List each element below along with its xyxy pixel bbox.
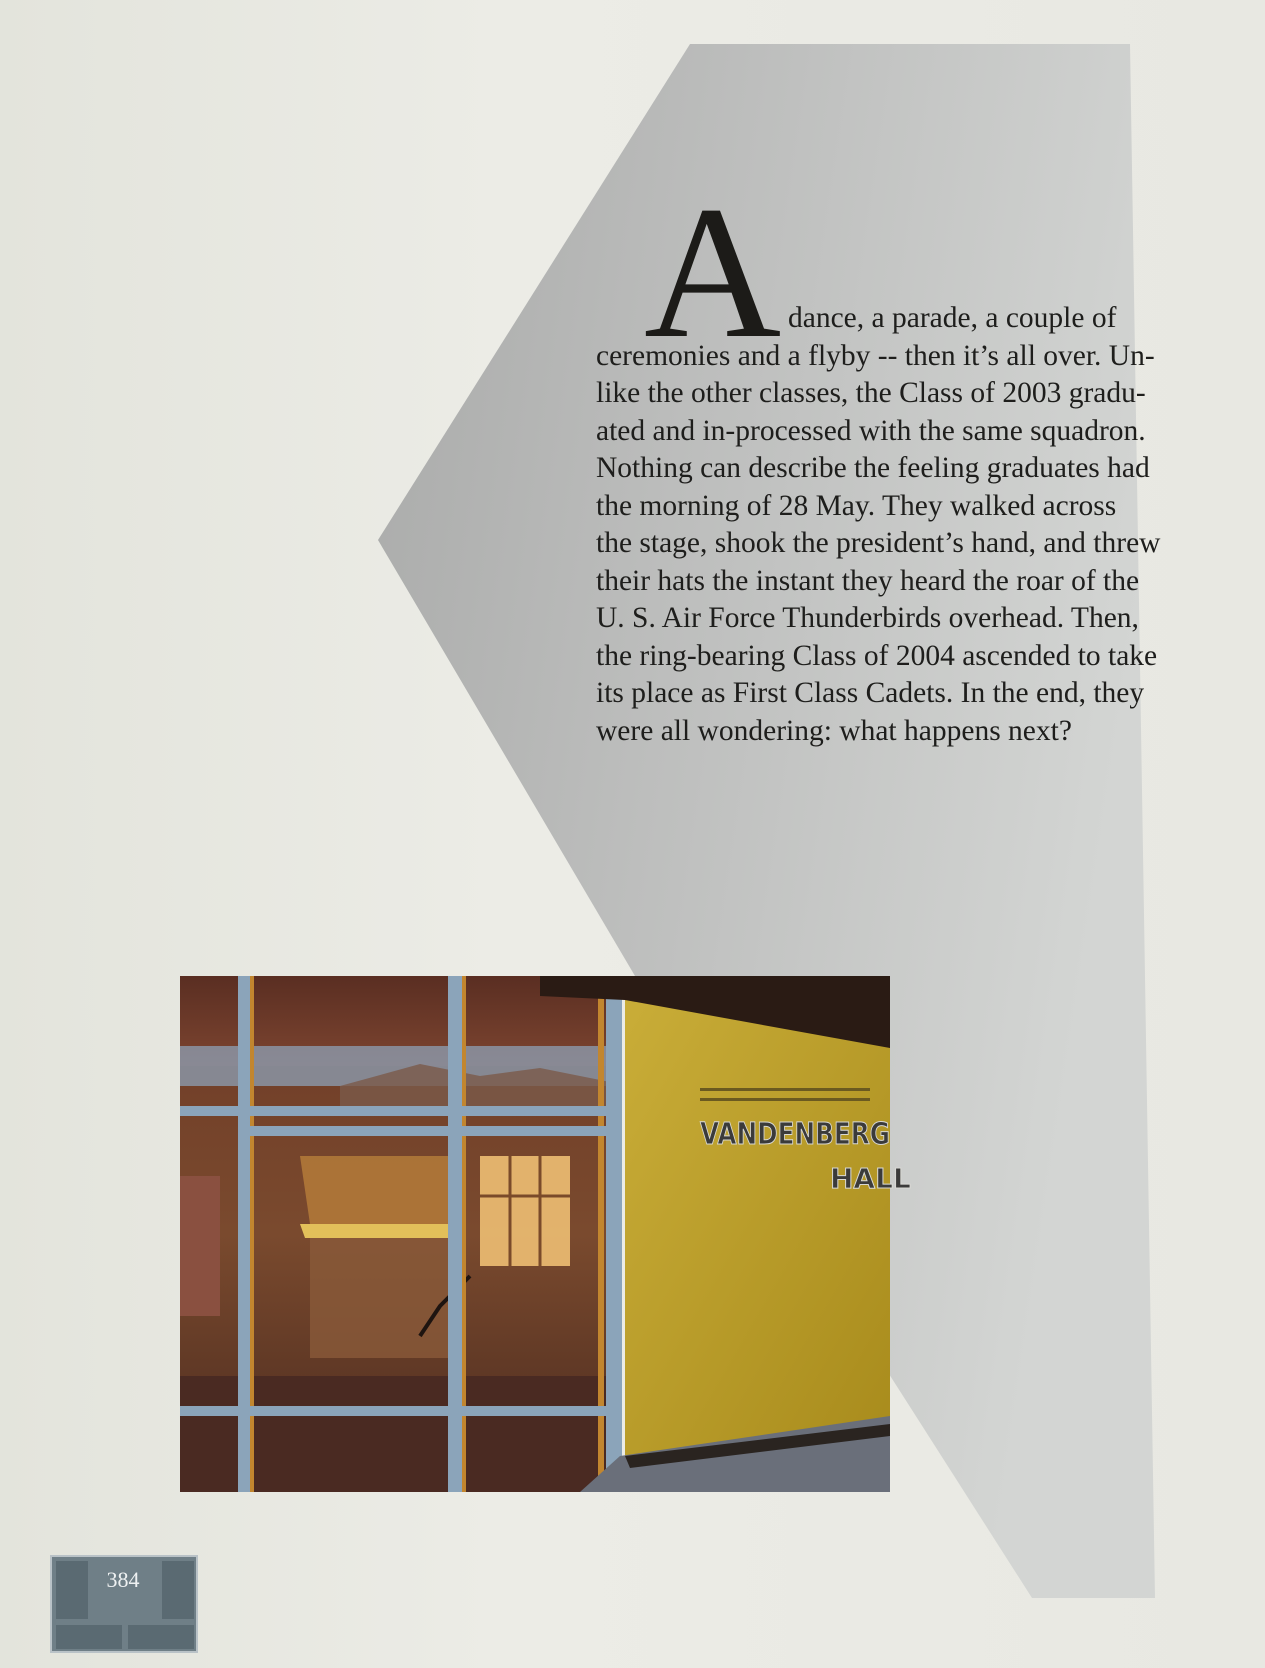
article-line: ated and in-processed with the same squadron. [596, 414, 1146, 447]
article-line: ceremonies and a flyby -- then it’s all over. Un- [596, 339, 1155, 372]
sign-hall: HALL [830, 1162, 911, 1195]
drop-cap: A [644, 168, 782, 378]
article-body [596, 300, 1216, 750]
article-line: the ring-bearing Class of 2004 ascended to take [596, 639, 1158, 672]
article-line: its place as First Class Cadets. In the end, they [596, 677, 1145, 709]
article-line: U. S. Air Force Thunderbirds overhead. Then, [596, 602, 1139, 634]
article-line: the stage, shook the president’s hand, and threw [596, 527, 1161, 559]
page-number: 384 [106, 1567, 140, 1592]
article-line: Nothing can describe the feeling graduates had [596, 452, 1150, 484]
article-line: were all wondering: what happens next? [596, 714, 1072, 747]
article-line: the morning of 28 May. They walked across [596, 489, 1117, 522]
page-number-box [50, 1555, 198, 1653]
article-line: dance, a parade, a couple of [788, 302, 1117, 334]
sign-vandenberg: VANDENBERG [700, 1117, 890, 1152]
building-photo [180, 976, 911, 1492]
article-line: like the other classes, the Class of 2003 gradu- [596, 377, 1146, 409]
article-line: their hats the instant they heard the roar of the [596, 564, 1140, 597]
